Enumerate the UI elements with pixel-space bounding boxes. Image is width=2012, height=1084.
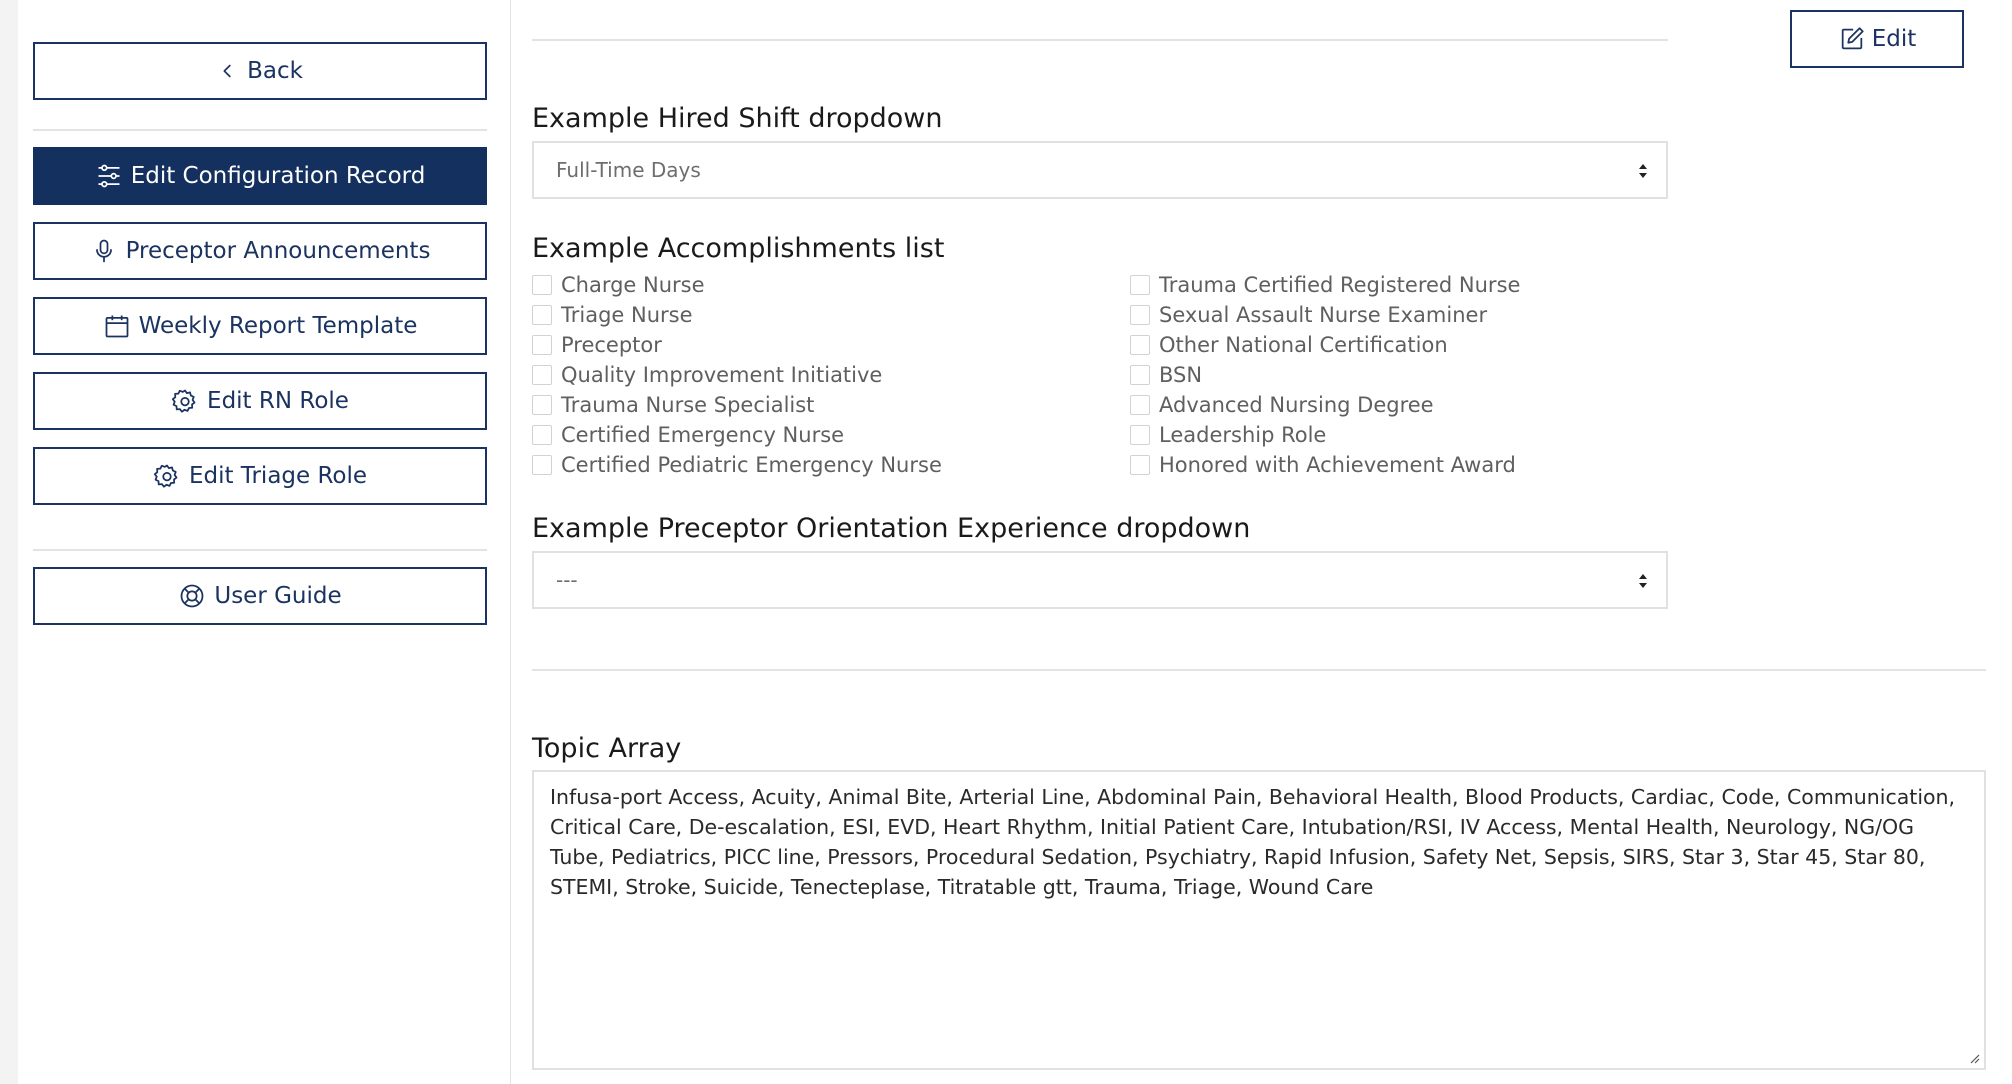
checkbox-item[interactable] bbox=[1130, 390, 1520, 420]
sidebar-item-label: Edit Configuration Record bbox=[130, 163, 426, 189]
checkbox[interactable] bbox=[532, 365, 552, 385]
checkbox-item[interactable] bbox=[1130, 270, 1520, 300]
back-button[interactable] bbox=[33, 42, 487, 100]
sidebar-item-edit-configuration-record[interactable] bbox=[33, 147, 487, 205]
topic-array-textarea[interactable] bbox=[532, 770, 1986, 1070]
sliders-icon bbox=[95, 162, 123, 190]
topic-array-value: Infusa-port Access, Acuity, Animal Bite, Arterial Line, Abdominal Pain, Behavioral Health, Blood Products, Cardiac, Code, Communication, Critical Care, De-escalation, ESI, EVD, Heart Rhythm, Initial Patient Care, Intubation/RSI, IV Access, Mental Health, Neurology, NG/OG Tube, Pediatrics, PICC line, Pressors, Procedural Sedation, Psychiatry, Rapid Infusion, Safety Net, Sepsis, SIRS, Star 3, Star 45, Star 80, STEMI, Stroke, Suicide, Tenecteplase, Titratable gtt, Trauma, Triage, Wound Care bbox=[550, 785, 1956, 899]
orientation-select[interactable] bbox=[532, 551, 1668, 609]
accomplishments-left-column bbox=[532, 270, 942, 480]
checkbox-item[interactable] bbox=[532, 390, 942, 420]
column-divider bbox=[510, 0, 511, 1084]
back-label: Back bbox=[247, 58, 303, 84]
orientation-value: --- bbox=[556, 568, 578, 592]
edit-label: Edit bbox=[1871, 26, 1917, 52]
checkbox-item[interactable] bbox=[532, 270, 942, 300]
gear-icon bbox=[153, 462, 181, 490]
checkbox-item[interactable] bbox=[532, 330, 942, 360]
checkbox-item[interactable] bbox=[532, 360, 942, 390]
sidebar-item-preceptor-announcements[interactable] bbox=[33, 222, 487, 280]
hired-shift-value: Full-Time Days bbox=[556, 158, 701, 182]
checkbox-label: BSN bbox=[1159, 363, 1203, 387]
user-guide-button[interactable] bbox=[33, 567, 487, 625]
checkbox[interactable] bbox=[1130, 335, 1150, 355]
gear-icon bbox=[171, 387, 199, 415]
checkbox-item[interactable] bbox=[1130, 420, 1520, 450]
orientation-label: Example Preceptor Orientation Experience dropdown bbox=[532, 513, 1251, 544]
checkbox-item[interactable] bbox=[532, 420, 942, 450]
checkbox[interactable] bbox=[1130, 365, 1150, 385]
hired-shift-select[interactable] bbox=[532, 141, 1668, 199]
user-guide-label: User Guide bbox=[214, 583, 342, 609]
accomplishments-right-column bbox=[1130, 270, 1520, 480]
hired-shift-label: Example Hired Shift dropdown bbox=[532, 103, 943, 134]
sidebar-item-label: Preceptor Announcements bbox=[125, 238, 431, 264]
checkbox-label: Certified Pediatric Emergency Nurse bbox=[561, 453, 942, 477]
accomplishments-checklist bbox=[532, 270, 1668, 480]
checkbox[interactable] bbox=[1130, 275, 1150, 295]
checkbox[interactable] bbox=[532, 395, 552, 415]
sidebar-item-label: Weekly Report Template bbox=[138, 313, 418, 339]
checkbox-label: Sexual Assault Nurse Examiner bbox=[1159, 303, 1488, 327]
checkbox[interactable] bbox=[1130, 305, 1150, 325]
checkbox-item[interactable] bbox=[1130, 450, 1520, 480]
microphone-icon bbox=[90, 237, 118, 265]
calendar-icon bbox=[103, 312, 131, 340]
sidebar-item-weekly-report-template[interactable] bbox=[33, 297, 487, 355]
checkbox-label: Quality Improvement Initiative bbox=[561, 363, 883, 387]
checkbox[interactable] bbox=[532, 425, 552, 445]
checkbox-item[interactable] bbox=[1130, 360, 1520, 390]
checkbox[interactable] bbox=[532, 455, 552, 475]
checkbox-label: Advanced Nursing Degree bbox=[1159, 393, 1434, 417]
sidebar-item-edit-rn-role[interactable] bbox=[33, 372, 487, 430]
topic-array-label: Topic Array bbox=[532, 733, 682, 764]
checkbox-label: Leadership Role bbox=[1159, 423, 1327, 447]
chevron-left-icon bbox=[217, 60, 239, 82]
sidebar-item-label: Edit RN Role bbox=[207, 388, 349, 414]
lifebuoy-icon bbox=[178, 582, 206, 610]
checkbox-label: Other National Certification bbox=[1159, 333, 1448, 357]
sidebar-item-label: Edit Triage Role bbox=[188, 463, 368, 489]
edit-icon bbox=[1838, 25, 1866, 53]
checkbox-item[interactable] bbox=[1130, 300, 1520, 330]
edit-button[interactable] bbox=[1790, 10, 1964, 68]
top-divider bbox=[532, 39, 1668, 41]
checkbox[interactable] bbox=[532, 275, 552, 295]
checkbox-label: Certified Emergency Nurse bbox=[561, 423, 845, 447]
checkbox-item[interactable] bbox=[532, 450, 942, 480]
checkbox[interactable] bbox=[1130, 395, 1150, 415]
checkbox-item[interactable] bbox=[1130, 330, 1520, 360]
checkbox[interactable] bbox=[1130, 455, 1150, 475]
select-arrows-icon bbox=[1638, 572, 1648, 590]
checkbox-label: Triage Nurse bbox=[561, 303, 693, 327]
checkbox-label: Honored with Achievement Award bbox=[1159, 453, 1516, 477]
checkbox[interactable] bbox=[532, 305, 552, 325]
sidebar-divider bbox=[33, 549, 487, 551]
sidebar-item-edit-triage-role[interactable] bbox=[33, 447, 487, 505]
checkbox-label: Trauma Certified Registered Nurse bbox=[1159, 273, 1521, 297]
checkbox-label: Trauma Nurse Specialist bbox=[561, 393, 815, 417]
resize-grip-icon[interactable] bbox=[1968, 1052, 1980, 1064]
section-divider bbox=[532, 669, 1986, 671]
checkbox-item[interactable] bbox=[532, 300, 942, 330]
accomplishments-label: Example Accomplishments list bbox=[532, 233, 945, 264]
select-arrows-icon bbox=[1638, 162, 1648, 180]
checkbox-label: Preceptor bbox=[561, 333, 662, 357]
checkbox[interactable] bbox=[1130, 425, 1150, 445]
checkbox[interactable] bbox=[532, 335, 552, 355]
sidebar-divider bbox=[33, 129, 487, 131]
checkbox-label: Charge Nurse bbox=[561, 273, 705, 297]
